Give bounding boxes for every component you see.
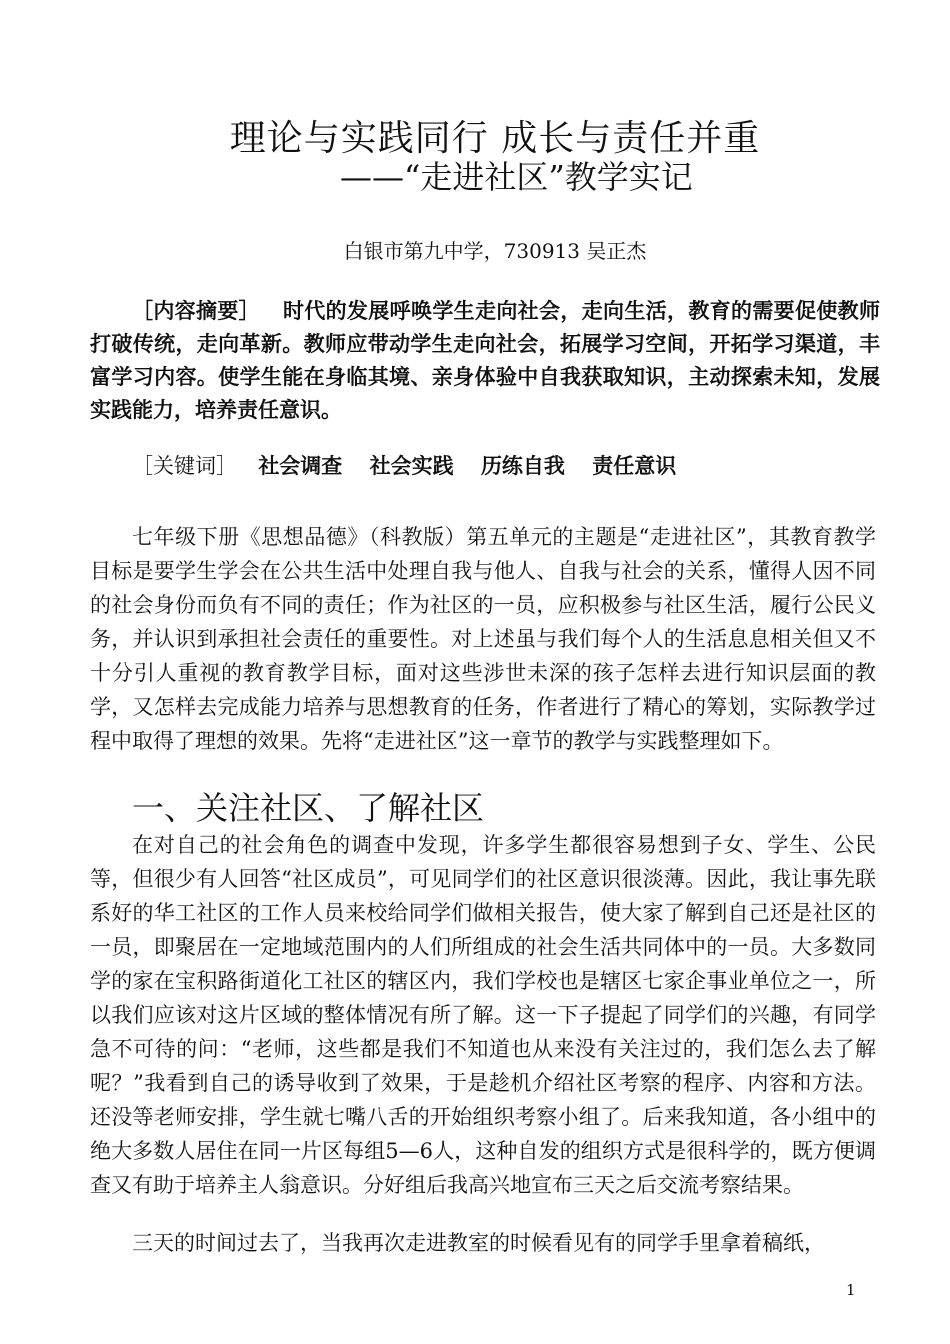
- section-paragraph: 三天的时间过去了，当我再次走进教室的时候看见有的同学手里拿着稿纸，: [132, 1231, 825, 1255]
- intro-paragraph: 七年级下册《思想品德》（科教版）第五单元的主题是“走进社区”，其教育教学目标是要学生学会在公共生活中处理自我与他人、自我与社会的关系，懂得人因不同的社会身份而负有不同的责任；作为社区的一员，应积极参与社区生活，履行公民义务，并认识到承担社会责任的重要性。对上述虽与我们每个人的生活息息相关但又不十分引人重视的教育教学目标，面对这些涉世未深的孩子怎样去进行知识层面的教学，又怎样去完成能力培养与思想教育的任务，作者进行了精心的筹划，实际教学过程中取得了理想的效果。先将“走进社区”这一章节的教学与实践整理如下。: [90, 525, 876, 753]
- keyword-item: 历练自我: [480, 453, 565, 478]
- document-title: 理论与实践同行 成长与责任并重: [229, 118, 761, 159]
- keywords: [132, 450, 696, 482]
- keywords-label: ［关键词］: [132, 454, 237, 478]
- keyword-item: 责任意识: [592, 453, 677, 478]
- abstract: [90, 294, 880, 426]
- section-heading: 一、关注社区、了解社区: [132, 789, 485, 827]
- page-number: 1: [846, 1281, 856, 1299]
- author-line: 白银市第九中学，730913 吴正杰: [343, 239, 647, 263]
- document-subtitle: ——“走进社区”教学实记: [340, 158, 693, 196]
- keyword-item: 社会调查: [258, 453, 343, 478]
- section-paragraph: 在对自己的社会角色的调查中发现，许多学生都很容易想到子女、学生、公民等，但很少有人回答“社区成员”，可见同学们的社区意识很淡薄。因此，我让事先联系好的华工社区的工作人员来校给同学们做相关报告，使大家了解到自己还是社区的一员，即聚居在一定地域范围内的人们所组成的社会生活共同体中的一员。大多数同学的家在宝积路街道化工社区的辖区内，我们学校也是辖区七家企事业单位之一，所以我们应该对这片区域的整体情况有所了解。这一下子提起了同学们的兴趣，有同学急不可待的问：“老师，这些都是我们不知道也从来没有关注过的，我们怎么去了解呢？”我看到自己的诱导收到了效果，于是趁机介绍社区考察的程序、内容和方法。还没等老师安排，学生就七嘴八舌的开始组织考察小组了。后来我知道，各小组中的绝大多数人居住在同一片区每组5—6人，这种自发的组织方式是很科学的，既方便调查又有助于培养主人翁意识。分好组后我高兴地宣布三天之后交流考察结果。: [90, 833, 876, 1197]
- abstract-label: ［内容摘要］: [132, 298, 261, 323]
- abstract-text: 时代的发展呼唤学生走向社会，走向生活，教育的需要促使教师打破传统，走向革新。教师应带动学生走向社会，拓展学习空间，开拓学习渠道，丰富学习内容。使学生能在身临其境、亲身体验中自我获取知识，主动探索未知，发展实践能力，培养责任意识。: [90, 298, 881, 422]
- keyword-item: 社会实践: [369, 453, 454, 478]
